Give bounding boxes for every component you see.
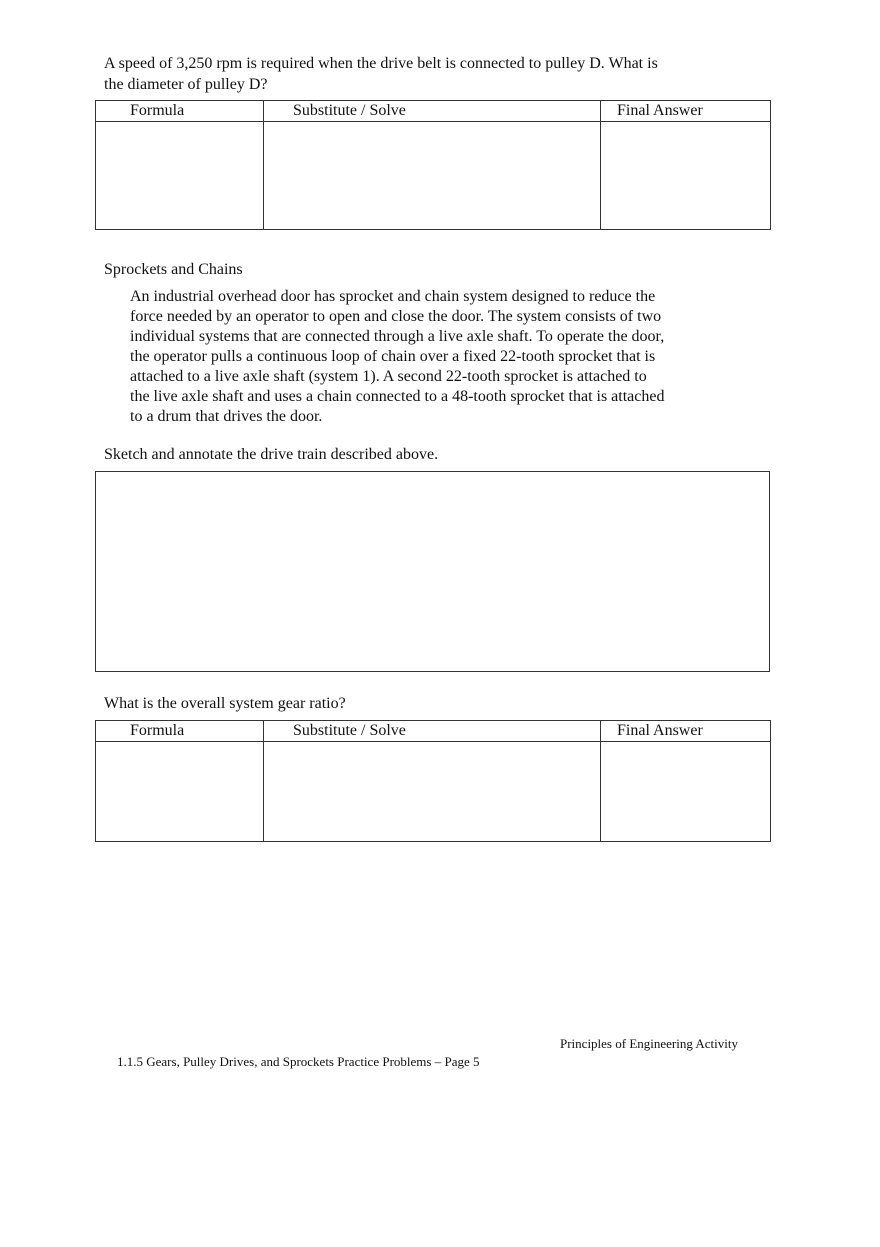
table-header-row: [96, 101, 771, 122]
footer-page-label: 1.1.5 Gears, Pulley Drives, and Sprockets Practice Problems – Page 5: [117, 1054, 480, 1069]
question-gear-ratio: What is the overall system gear ratio?: [104, 695, 346, 712]
question-line: A speed of 3,250 rpm is required when the drive belt is connected to pulley D. What is: [104, 55, 658, 72]
final-answer-cell[interactable]: [601, 742, 771, 842]
final-answer-header: Final Answer: [601, 721, 771, 742]
substitute-solve-header: Substitute / Solve: [264, 101, 601, 122]
paragraph-line: individual systems that are connected through a live axle shaft. To operate the door,: [130, 328, 665, 345]
formula-header: Formula: [96, 101, 264, 122]
question-pulley-d: [104, 53, 658, 95]
paragraph-line: attached to a live axle shaft (system 1). A second 22-tooth sprocket is attached to: [130, 368, 647, 385]
paragraph-line: An industrial overhead door has sprocket and chain system designed to reduce the: [130, 288, 656, 305]
section-heading: Sprockets and Chains: [104, 261, 243, 278]
formula-header: Formula: [96, 721, 264, 742]
answer-table-gear-ratio: [95, 720, 771, 842]
final-answer-header: Final Answer: [601, 101, 771, 122]
question-line: the diameter of pulley D?: [104, 76, 268, 93]
sketch-area[interactable]: [95, 471, 770, 672]
paragraph-line: force needed by an operator to open and close the door. The system consists of two: [130, 308, 662, 325]
paragraph-line: the live axle shaft and uses a chain connected to a 48-tooth sprocket that is attached: [130, 388, 665, 405]
answer-row: [96, 742, 771, 842]
table-header-row: [96, 721, 771, 742]
substitute-solve-header: Substitute / Solve: [264, 721, 601, 742]
substitute-solve-cell[interactable]: [264, 122, 601, 230]
sketch-prompt: Sketch and annotate the drive train described above.: [104, 446, 439, 463]
answer-row: [96, 122, 771, 230]
formula-cell[interactable]: [96, 742, 264, 842]
final-answer-cell[interactable]: [601, 122, 771, 230]
sprocket-description: [130, 287, 664, 427]
formula-cell[interactable]: [96, 122, 264, 230]
footer-course-title: Principles of Engineering Activity: [560, 1036, 738, 1051]
answer-table-pulley-d: [95, 100, 771, 230]
substitute-solve-cell[interactable]: [264, 742, 601, 842]
paragraph-line: to a drum that drives the door.: [130, 408, 323, 425]
paragraph-line: the operator pulls a continuous loop of chain over a fixed 22-tooth sprocket that is: [130, 348, 656, 365]
